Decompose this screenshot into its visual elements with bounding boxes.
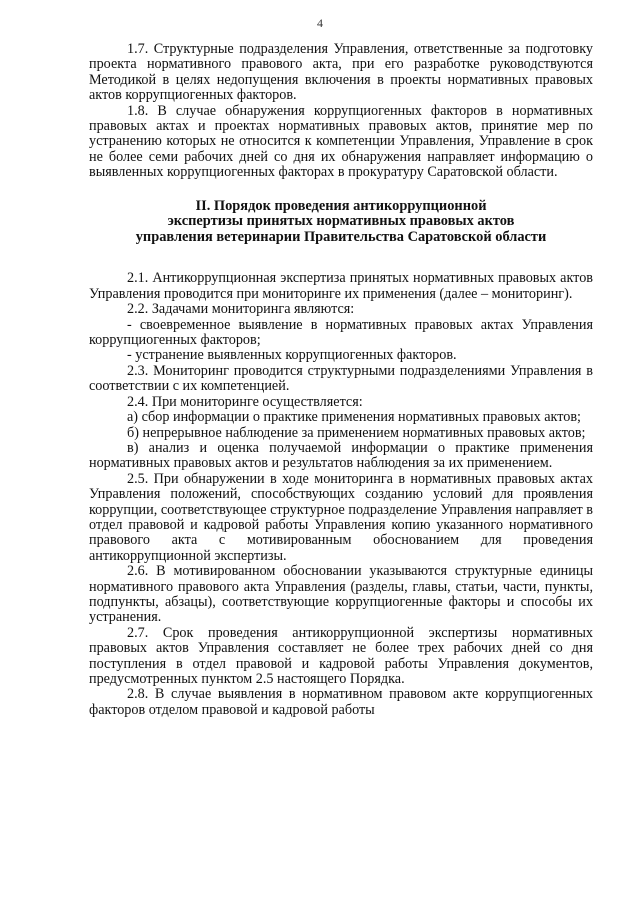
paragraph-2-2: 2.2. Задачами мониторинга являются: [127, 301, 355, 318]
section-heading-line-2: экспертизы принятых нормативных правовых актов [167, 213, 515, 230]
list-item-timely-detection: - своевременное выявление в нормативных правовых актах Управления коррупциогенных факторов; [89, 316, 593, 349]
section-heading [89, 199, 593, 246]
paragraph-2-8: 2.8. В случае выявления в нормативном правовом акте коррупциогенных факторов отделом правовой и кадровой работы [89, 686, 593, 718]
paragraph-2-5: 2.5. При обнаружении в ходе мониторинга в нормативных правовых актах Управления положений, способствующих созданию условий для проявления коррупции, соответствующее структурное подразделение Управления направляет в отдел правовой и кадровой работы Управления копию указанного нормативного правового акта с мотивированным обоснованием для проведения антикоррупционной экспертизы. [89, 470, 593, 564]
list-item-b: б) непрерывное наблюдение за применением нормативных правовых актов; [127, 424, 586, 441]
section-heading-line-1: II. Порядок проведения антикоррупционной [195, 197, 487, 214]
paragraph-2-3: 2.3. Мониторинг проводится структурными подразделениями Управления в соответствии с их компетенцией. [89, 362, 593, 395]
list-item-elimination: - устранение выявленных коррупциогенных факторов. [127, 347, 457, 364]
paragraph-2-4: 2.4. При мониторинге осуществляется: [127, 393, 363, 410]
paragraph-1-8: 1.8. В случае обнаружения коррупциогенных факторов в нормативных правовых актах и проектах нормативных правовых актов, принятие мер по устранению которых не относится к компетенции Управления, Управление в срок не более семи рабочих дней со дня их обнаружения направляет информацию о выявленных коррупциогенных факторах в прокуратуру Саратовской области. [89, 102, 593, 181]
section-heading-line-3: управления ветеринарии Правительства Саратовской области [135, 228, 547, 245]
paragraph-2-7: 2.7. Срок проведения антикоррупционной экспертизы нормативных правовых актов Управления составляет не более трех рабочих дней со дня поступления в отдел правовой и кадровой работы Управления документов, предусмотренных пунктом 2.5 настоящего Порядка. [89, 624, 593, 687]
paragraph-2-6: 2.6. В мотивированном обосновании указываются структурные единицы нормативного правового акта Управления (разделы, главы, статьи, части, пункты, подпункты, абзацы), соответствующие коррупциогенные факторы и способы их устранения. [89, 563, 593, 626]
paragraph-2-1: 2.1. Антикоррупционная экспертиза принятых нормативных правовых актов Управления проводится при мониторинге их применения (далее – мониторинг). [89, 270, 593, 302]
list-item-v: в) анализ и оценка получаемой информации о практике применения нормативных правовых актов и результатов наблюдения за их применением. [89, 439, 593, 472]
paragraph-1-7: 1.7. Структурные подразделения Управления, ответственные за подготовку проекта нормативного правового акта, при его разработке руководствуются Методикой в целях недопущения включения в проекты нормативных правовых актов коррупциогенных факторов. [89, 41, 593, 104]
document-body [89, 42, 593, 718]
page-number: 4 [317, 16, 323, 30]
list-item-a: а) сбор информации о практике применения нормативных правовых актов; [127, 409, 581, 426]
